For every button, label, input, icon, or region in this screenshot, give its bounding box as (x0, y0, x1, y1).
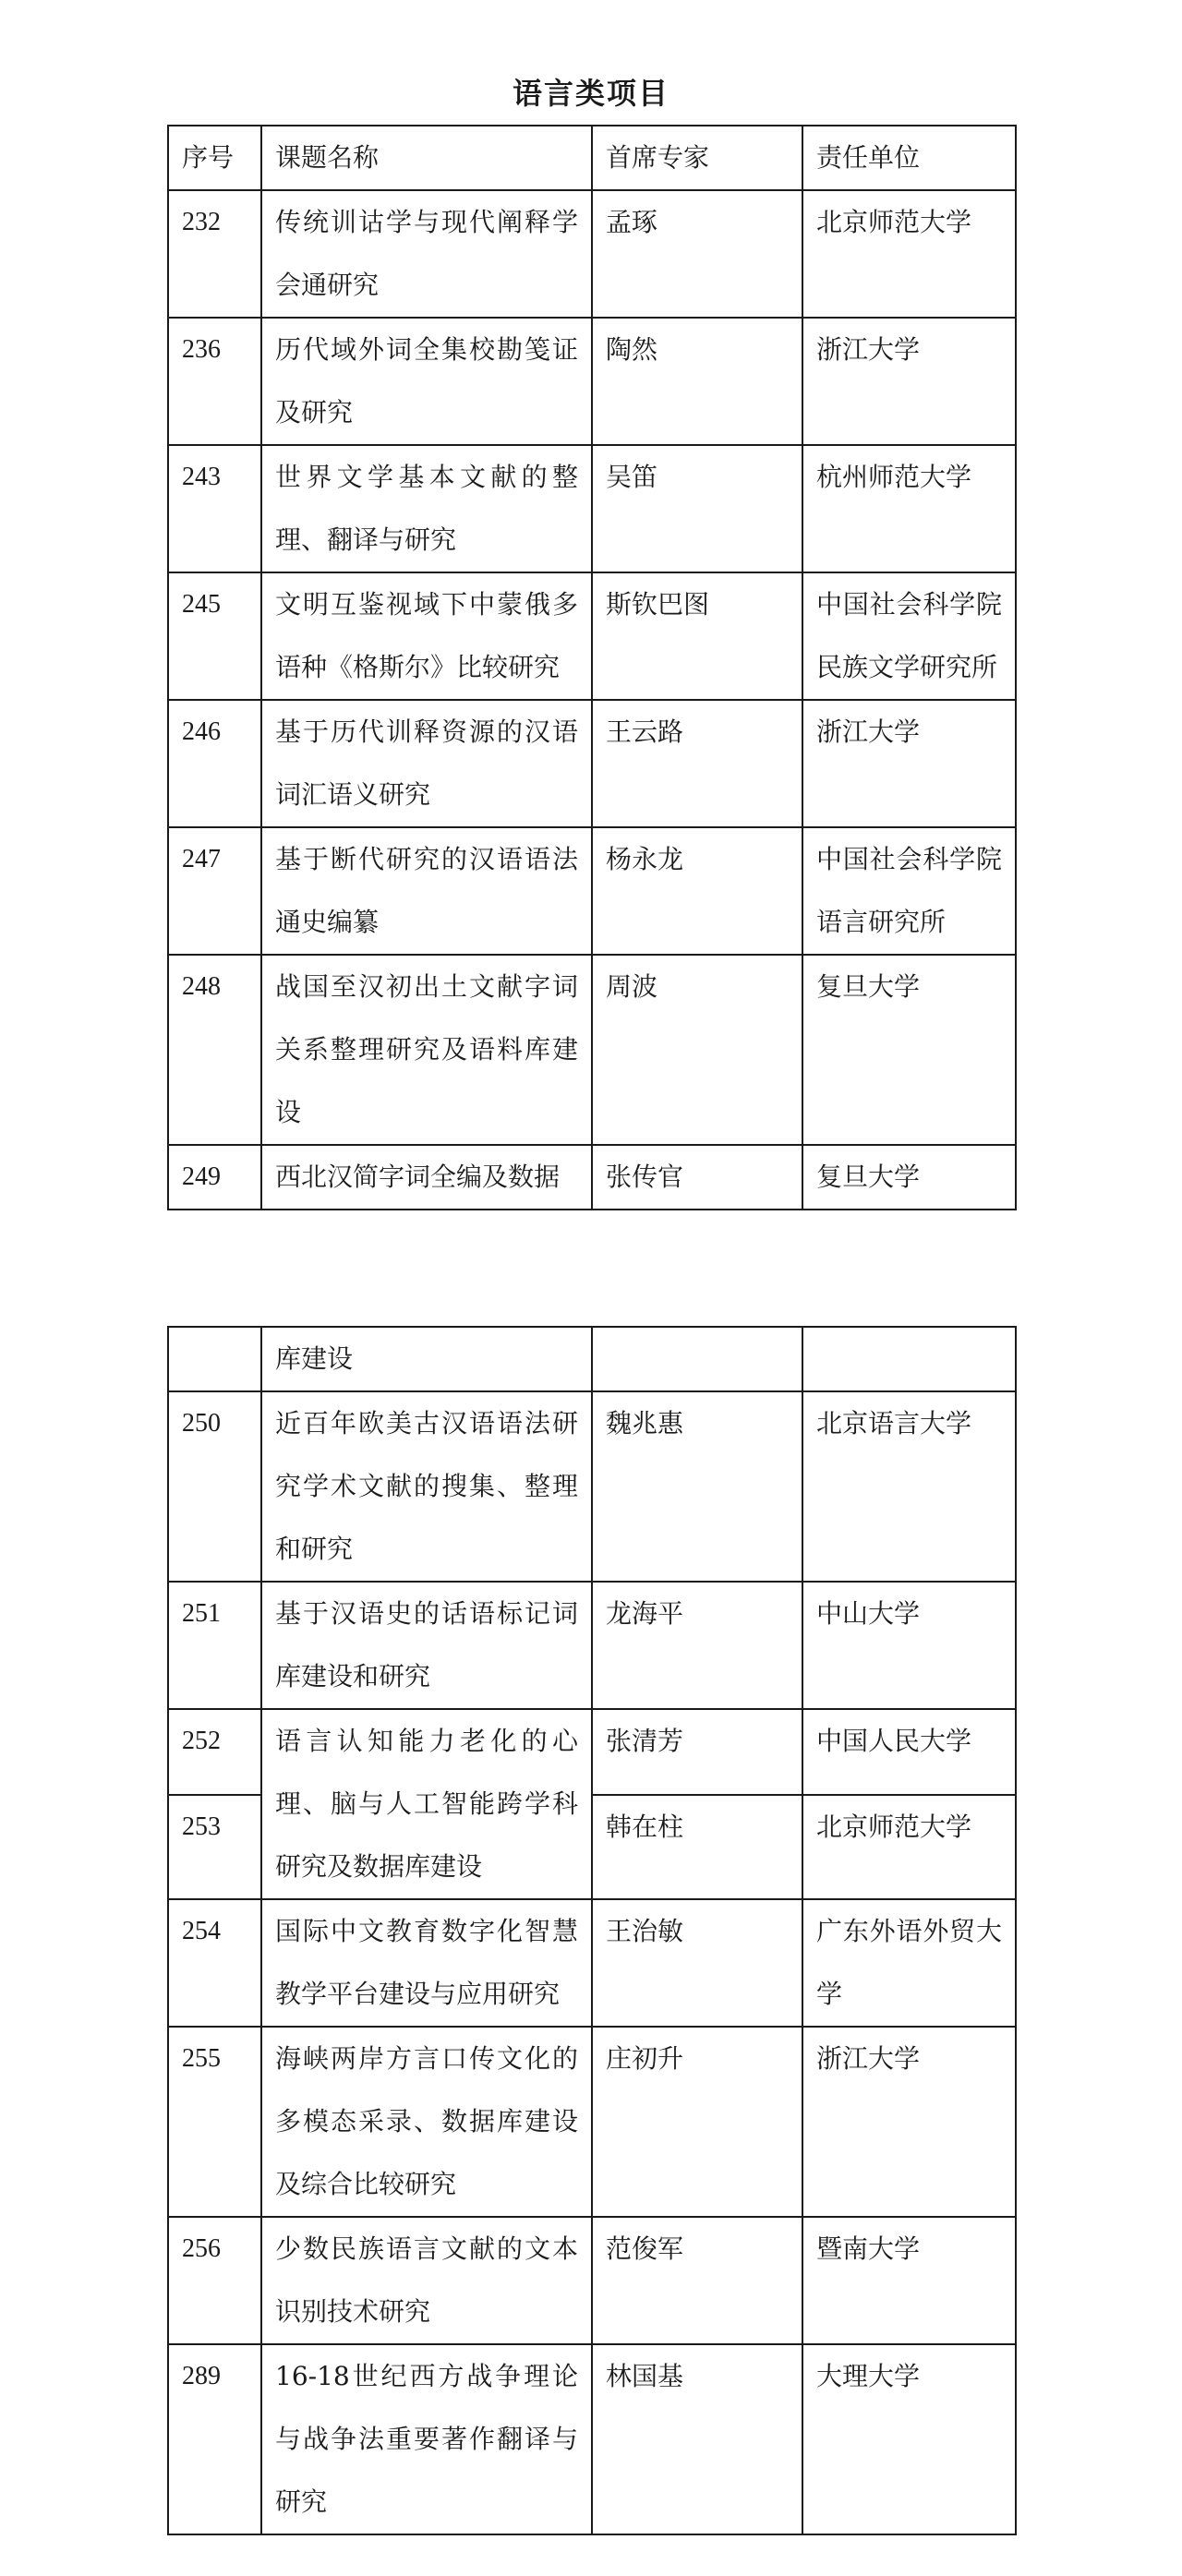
table-row (168, 1145, 1016, 1210)
row-unit: 复旦大学 (802, 955, 1016, 1145)
header-expert: 首席专家 (592, 126, 802, 190)
projects-table-part-1 (167, 125, 1017, 1210)
row-number: 289 (168, 2344, 261, 2534)
row-number: 251 (168, 1582, 261, 1709)
row-unit: 北京师范大学 (802, 1795, 1016, 1899)
row-expert: 斯钦巴图 (592, 572, 802, 700)
row-topic: 16-18世纪西方战争理论与战争法重要著作翻译与研究 (261, 2344, 592, 2534)
row-topic: 历代域外词全集校勘笺证及研究 (261, 318, 592, 445)
table-row (168, 700, 1016, 827)
row-number: 236 (168, 318, 261, 445)
row-topic: 西北汉简字词全编及数据 (261, 1145, 592, 1210)
row-unit: 中国社会科学院民族文学研究所 (802, 572, 1016, 700)
row-topic-merged: 语言认知能力老化的心理、脑与人工智能跨学科研究及数据库建设 (261, 1709, 592, 1899)
row-unit: 北京师范大学 (802, 190, 1016, 318)
row-topic: 海峡两岸方言口传文化的多模态采录、数据库建设及综合比较研究 (261, 2027, 592, 2217)
row-unit: 浙江大学 (802, 318, 1016, 445)
table-row (168, 955, 1016, 1145)
table-row (168, 2344, 1016, 2534)
row-unit: 复旦大学 (802, 1145, 1016, 1210)
row-topic: 传统训诂学与现代阐释学会通研究 (261, 190, 592, 318)
row-number: 243 (168, 445, 261, 572)
row-expert: 范俊军 (592, 2217, 802, 2344)
row-topic: 国际中文教育数字化智慧教学平台建设与应用研究 (261, 1899, 592, 2027)
row-topic: 战国至汉初出土文献字词关系整理研究及语料库建设 (261, 955, 592, 1145)
row-number: 255 (168, 2027, 261, 2217)
row-expert: 吴笛 (592, 445, 802, 572)
row-expert: 张传官 (592, 1145, 802, 1210)
row-number: 254 (168, 1899, 261, 2027)
table-row (168, 190, 1016, 318)
row-expert: 林国基 (592, 2344, 802, 2534)
row-unit: 广东外语外贸大学 (802, 1899, 1016, 2027)
row-number: 250 (168, 1391, 261, 1582)
row-expert: 陶然 (592, 318, 802, 445)
row-expert: 张清芳 (592, 1709, 802, 1795)
row-expert: 孟琢 (592, 190, 802, 318)
row-number: 232 (168, 190, 261, 318)
row-expert (592, 1327, 802, 1391)
row-expert: 庄初升 (592, 2027, 802, 2217)
header-unit: 责任单位 (802, 126, 1016, 190)
table-row (168, 1582, 1016, 1709)
row-number: 246 (168, 700, 261, 827)
row-unit: 浙江大学 (802, 2027, 1016, 2217)
row-unit (802, 1327, 1016, 1391)
row-number: 252 (168, 1709, 261, 1795)
table-row (168, 572, 1016, 700)
row-unit: 大理大学 (802, 2344, 1016, 2534)
row-topic: 基于断代研究的汉语语法通史编纂 (261, 827, 592, 955)
row-unit: 浙江大学 (802, 700, 1016, 827)
row-topic: 世界文学基本文献的整理、翻译与研究 (261, 445, 592, 572)
row-expert: 魏兆惠 (592, 1391, 802, 1582)
row-unit: 中国社会科学院语言研究所 (802, 827, 1016, 955)
row-expert: 王云路 (592, 700, 802, 827)
page-title: 语言类项目 (512, 76, 669, 111)
row-unit: 杭州师范大学 (802, 445, 1016, 572)
row-number: 248 (168, 955, 261, 1145)
table-row-continuation (168, 1327, 1016, 1391)
table-header-row (168, 126, 1016, 190)
row-topic: 基于汉语史的话语标记词库建设和研究 (261, 1582, 592, 1709)
row-number: 253 (168, 1795, 261, 1899)
row-topic: 基于历代训释资源的汉语词汇语义研究 (261, 700, 592, 827)
table-row (168, 827, 1016, 955)
table-row (168, 2027, 1016, 2217)
header-number: 序号 (168, 126, 261, 190)
table-row (168, 1709, 1016, 1795)
table-row (168, 1899, 1016, 2027)
row-topic: 近百年欧美古汉语语法研究学术文献的搜集、整理和研究 (261, 1391, 592, 1582)
row-topic: 文明互鉴视域下中蒙俄多语种《格斯尔》比较研究 (261, 572, 592, 700)
table-row (168, 445, 1016, 572)
row-expert: 龙海平 (592, 1582, 802, 1709)
row-expert: 周波 (592, 955, 802, 1145)
header-topic: 课题名称 (261, 126, 592, 190)
row-expert: 王治敏 (592, 1899, 802, 2027)
row-unit: 北京语言大学 (802, 1391, 1016, 1582)
row-expert: 韩在柱 (592, 1795, 802, 1899)
row-unit: 中国人民大学 (802, 1709, 1016, 1795)
table-row (168, 318, 1016, 445)
row-number (168, 1327, 261, 1391)
row-topic: 库建设 (261, 1327, 592, 1391)
row-expert: 杨永龙 (592, 827, 802, 955)
row-unit: 暨南大学 (802, 2217, 1016, 2344)
row-number: 245 (168, 572, 261, 700)
projects-table-part-2 (167, 1326, 1017, 2535)
table-row (168, 1391, 1016, 1582)
table-row (168, 2217, 1016, 2344)
row-unit: 中山大学 (802, 1582, 1016, 1709)
row-number: 249 (168, 1145, 261, 1210)
row-topic: 少数民族语言文献的文本识别技术研究 (261, 2217, 592, 2344)
row-number: 247 (168, 827, 261, 955)
row-number: 256 (168, 2217, 261, 2344)
